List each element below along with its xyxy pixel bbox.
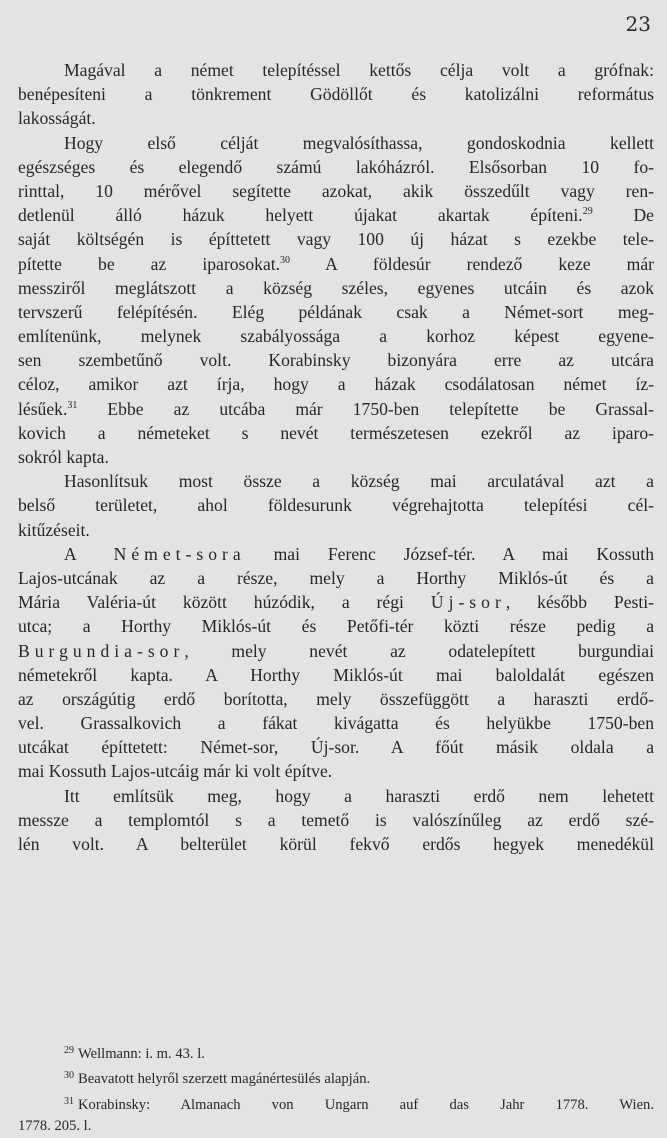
- text-line: tervszerű felépítésén. Elég példának csak a Német-sort meg-: [18, 301, 654, 322]
- text-line: Mária Valéria-út között húzódik, a régi Új-sor, később Pesti-: [18, 592, 655, 613]
- text-line: sokról kapta.: [18, 447, 109, 467]
- text-line: Lajos-utcának az a része, mely a Horthy Miklós-út és a: [18, 567, 654, 588]
- footnote-mark: 29: [64, 1045, 74, 1056]
- text-line: mai Kossuth Lajos-utcáig már ki volt építve.: [18, 761, 333, 782]
- text-line: belső területet, ahol földesurunk végrehajtotta telepítési cél-: [18, 495, 654, 516]
- text-line: vel. Grassalkovich a fákat kivágatta és helyükbe 1750-ben: [18, 713, 654, 734]
- spaced-term-burgundia-sor: Burgundia-sor: [18, 640, 185, 661]
- text-line: detlenül álló házuk helyett újakat akartak építeni.$^{29}$ De: [18, 205, 654, 226]
- text-line: Burgundia-sor, mely nevét az odatelepített burgundiai: [18, 640, 654, 661]
- text-line: utcákat építtetett: Német-sor, Új-sor. A főút másik oldala a: [18, 737, 654, 758]
- spaced-term-uj-sor: Új-sor: [430, 592, 506, 613]
- footnote-31: $^{31}$ Korabinsky: Almanach von Ungarn auf das Jahr 1778. Wien.: [64, 1095, 654, 1113]
- text-line: utca; a Horthy Miklós-út és Petőfi-tér közti része pedig a: [18, 616, 654, 637]
- text-line: lén volt. A belterület körül fekvő erdős hegyek menedékül: [18, 834, 654, 854]
- text-line: németekről kapta. A Horthy Miklós-út mai baloldalát egészen: [18, 664, 654, 685]
- text-line: messze a templomtól s a temető is valószínűleg az erdő szé-: [18, 809, 654, 830]
- text-line: rinttal, 10 mérővel segítette azokat, akik összedűlt vagy ren-: [18, 180, 654, 201]
- text-line: messziről meglátszott a község széles, egyenes utcáin és azok: [18, 277, 654, 298]
- body-text: [18, 58, 654, 856]
- footnote-31-continuation: 1778. 205. l.: [18, 1118, 92, 1135]
- text-line: lésűek.$^{31}$ Ebbe az utcába már 1750-ben telepítette be Grassal-: [18, 398, 654, 419]
- text-line: Hogy első célját megvalósíthassa, gondoskodnia kellett: [64, 132, 654, 153]
- text-line: lakosságát.: [18, 108, 96, 129]
- text-line: az országútig erdő borította, mely összefüggött a haraszti erdő-: [18, 688, 654, 709]
- footnotes: [18, 1040, 654, 1138]
- footnote-30: $^{30}$ Beavatott helyről szerzett magánértesülés alapján.: [64, 1070, 371, 1088]
- text-line: céloz, amikor azt írja, hogy a házak csodálatosan német íz-: [18, 374, 654, 395]
- text-line: kitűzéseit.: [18, 519, 90, 540]
- text-line: Itt említsük meg, hogy a haraszti erdő nem lehetett: [64, 785, 654, 806]
- text-line: A Német-sora mai Ferenc József-tér. A mai Kossuth: [64, 543, 654, 564]
- text-line: Hasonlítsuk most össze a község mai arculatával azt a: [64, 471, 654, 492]
- text-line: említenünk, melynek szabályossága a korhoz képest egyene-: [18, 326, 654, 347]
- footnote-29: $^{29}$ Wellmann: i. m. 43. l.: [64, 1045, 205, 1062]
- footnote-ref-31[interactable]: 31: [67, 399, 78, 411]
- footnote-mark: 30: [64, 1070, 74, 1082]
- footnote-mark: 31: [64, 1095, 74, 1107]
- text-line: Magával a német telepítéssel kettős célja volt a grófnak:: [64, 60, 654, 80]
- spaced-term-nemet-sor: A Német-sora: [64, 543, 246, 564]
- text-line: kovich a németeket s nevét természetesen ezekről az iparo-: [18, 422, 654, 443]
- text-line: saját költségén is építtetett vagy 100 új házat s ezekbe tele-: [18, 229, 654, 250]
- text-line: pítette be az iparosokat.$^{30}$ A földesúr rendező keze már: [18, 253, 654, 274]
- text-line: benépesíteni a tönkrement Gödöllőt és katolizálni református: [18, 84, 654, 105]
- page-number: 23: [625, 12, 651, 36]
- text-line: egészséges és elegendő számú lakóházról. Elsősorban 10 fo-: [18, 156, 654, 177]
- text-line: sen szembetűnő volt. Korabinsky bizonyára erre az utcára: [18, 350, 654, 371]
- footnote-ref-29[interactable]: 29: [582, 206, 593, 218]
- footnote-ref-30[interactable]: 30: [280, 254, 291, 266]
